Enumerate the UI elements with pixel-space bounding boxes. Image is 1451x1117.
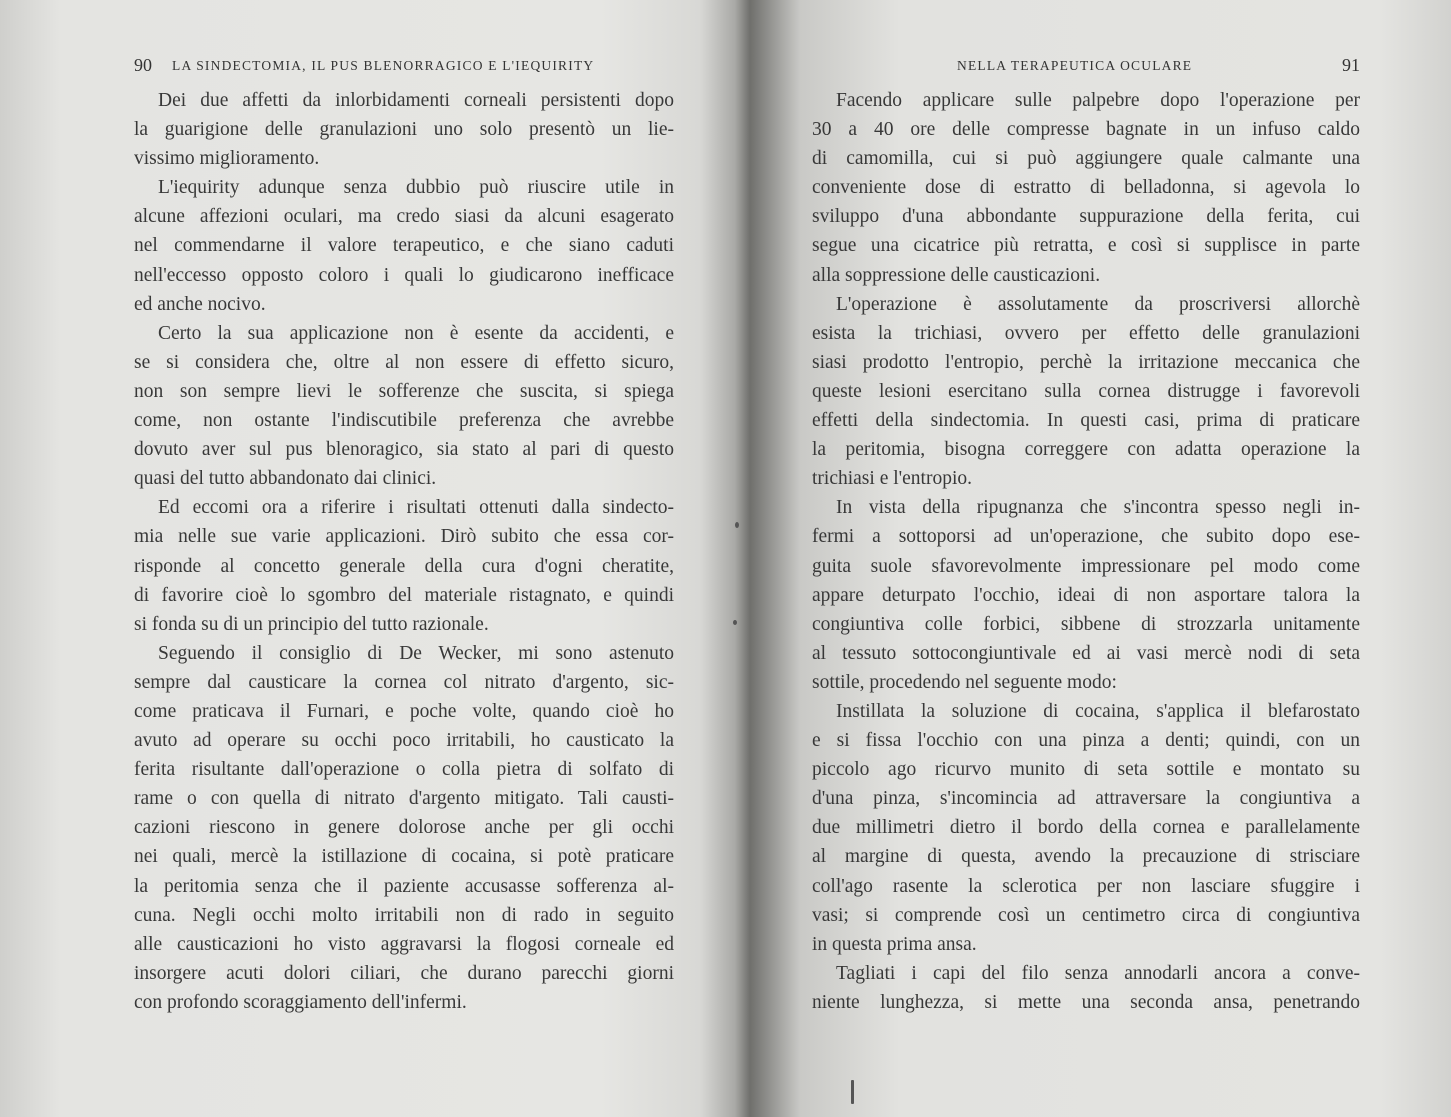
print-speck xyxy=(733,620,737,625)
text-line: L'iequirity adunque senza dubbio può riuscire utile in xyxy=(158,177,674,199)
text-line: alla soppressione delle causticazioni. xyxy=(812,264,1101,286)
text-line: fermi a sottoporsi ad un'operazione, che subito dopo ese- xyxy=(812,526,1360,548)
left-page-text xyxy=(134,86,674,1017)
text-line: con profondo scoraggiamento dell'infermi. xyxy=(134,991,467,1013)
text-line: di camomilla, cui si può aggiungere quale calmante una xyxy=(812,148,1360,170)
right-page xyxy=(745,0,1451,1117)
text-line: in questa prima ansa. xyxy=(812,933,977,955)
text-line: cazioni riescono in genere dolorose anche per gli occhi xyxy=(134,817,674,839)
text-line: la peritomia, bisogna correggere con adatta operazione la xyxy=(812,439,1360,461)
text-line: esista la trichiasi, ovvero per effetto delle granulazioni xyxy=(812,322,1360,344)
text-line: risponde al concetto generale della cura d'ogni cheratite, xyxy=(134,555,674,577)
text-line: non son sempre lievi le sofferenze che suscita, si spiega xyxy=(134,380,674,402)
text-line: congiuntiva colle forbici, sibbene di strozzarla unitamente xyxy=(812,613,1360,635)
text-line: Seguendo il consiglio di De Wecker, mi sono astenuto xyxy=(158,642,674,664)
text-line: guita suole sfavorevolmente impressionare pel modo come xyxy=(812,555,1360,577)
text-line: Dei due affetti da inlorbidamenti corneali persistenti dopo xyxy=(158,90,674,111)
print-speck xyxy=(851,1080,854,1104)
text-line: Certo la sua applicazione non è esente da accidenti, e xyxy=(158,322,674,344)
text-line: 30 a 40 ore delle compresse bagnate in un infuso caldo xyxy=(812,119,1360,141)
text-line: queste lesioni esercitano sulla cornea distrugge i favorevoli xyxy=(812,380,1360,402)
text-line: alcune affezioni oculari, ma credo siasi da alcuni esagerato xyxy=(134,206,674,228)
text-line: sviluppo d'una abbondante suppurazione della ferita, cui xyxy=(812,206,1360,228)
text-line: appare deturpato l'occhio, ideai di non asportare talora la xyxy=(812,584,1360,606)
text-line: Tagliati i capi del filo senza annodarli ancora a conve- xyxy=(836,962,1360,984)
text-line: si fonda su di un principio del tutto razionale. xyxy=(134,613,489,635)
running-head: NELLA TERAPEUTICA OCULARE xyxy=(957,58,1193,73)
text-line: al tessuto sottocongiuntivale ed ai vasi mercè nodi di seta xyxy=(812,642,1360,664)
text-line: la guarigione delle granulazioni uno solo presentò un lie- xyxy=(134,119,674,141)
text-line: insorgere acuti dolori ciliari, che durano parecchi giorni xyxy=(134,962,674,984)
text-line: ed anche nocivo. xyxy=(134,293,266,315)
text-line: mia nelle sue varie applicazioni. Dirò subito che essa cor- xyxy=(134,526,674,548)
text-line: alle causticazioni ho visto aggravarsi la flogosi corneale ed xyxy=(134,933,674,955)
text-line: siasi prodotto l'entropio, perchè la irritazione meccanica che xyxy=(812,351,1360,373)
text-line: nei quali, mercè la istillazione di cocaina, si potè praticare xyxy=(134,846,674,868)
text-line: sempre dal causticare la cornea col nitrato d'argento, sic- xyxy=(134,671,674,693)
text-line: come praticava il Furnari, e poche volte, quando cioè ho xyxy=(134,700,674,722)
text-line: trichiasi e l'entropio. xyxy=(812,468,973,490)
text-line: coll'ago rasente la sclerotica per non lasciare sfuggire i xyxy=(812,875,1360,897)
text-line: la peritomia senza che il paziente accusasse sofferenza al- xyxy=(134,875,674,897)
text-line: quasi del tutto abbandonato dai clinici. xyxy=(134,468,437,490)
text-line: effetti della sindectomia. In questi casi, prima di praticare xyxy=(812,410,1360,432)
right-page-text xyxy=(812,86,1360,1017)
text-line: vissimo miglioramento. xyxy=(134,148,320,170)
text-line: se si considera che, oltre al non essere di effetto sicuro, xyxy=(134,351,674,373)
page-number: 90 xyxy=(134,55,152,75)
text-line: e si fissa l'occhio con una pinza a denti; quindi, con un xyxy=(812,730,1360,752)
running-head: LA SINDECTOMIA, IL PUS BLENORRAGICO E L'IEQUIRITY xyxy=(172,58,595,73)
text-line: al margine di questa, avendo la precauzione di strisciare xyxy=(812,846,1360,868)
text-line: avuto ad operare su occhi poco irritabili, ho causticato la xyxy=(134,730,674,752)
text-line: niente lunghezza, si mette una seconda ansa, penetrando xyxy=(812,991,1360,1013)
text-line: Instillata la soluzione di cocaina, s'applica il blefarostato xyxy=(836,700,1360,722)
text-line: L'operazione è assolutamente da proscriversi allorchè xyxy=(836,293,1360,315)
text-line: vasi; si comprende così un centimetro circa di congiuntiva xyxy=(812,904,1360,926)
text-line: cuna. Negli occhi molto irritabili non di rado in seguito xyxy=(134,904,674,926)
text-line: dovuto aver sul pus blenoragico, sia stato al pari di questo xyxy=(134,439,674,461)
text-line: segue una cicatrice più retratta, e così si supplisce in parte xyxy=(812,235,1360,257)
text-line: d'una pinza, s'incomincia ad attraversare la congiuntiva a xyxy=(812,788,1360,810)
text-line: In vista della ripugnanza che s'incontra spesso negli in- xyxy=(836,497,1360,519)
page-number: 91 xyxy=(1342,55,1360,75)
text-line: come, non ostante l'indiscutibile preferenza che avrebbe xyxy=(134,410,674,432)
text-line: nel commendarne il valore terapeutico, e che siano caduti xyxy=(134,235,674,257)
text-line: conveniente dose di estratto di belladonna, si agevola lo xyxy=(812,177,1360,199)
print-speck xyxy=(735,522,739,528)
text-line: due millimetri dietro il bordo della cornea e parallelamente xyxy=(812,817,1360,839)
text-line: Ed eccomi ora a riferire i risultati ottenuti dalla sindecto- xyxy=(158,497,674,519)
text-line: ferita risultante dall'operazione o colla pietra di solfato di xyxy=(134,759,674,781)
text-line: nell'eccesso opposto coloro i quali lo giudicarono inefficace xyxy=(134,264,674,286)
text-line: di favorire cioè lo sgombro del materiale ristagnato, e quindi xyxy=(134,584,674,606)
text-line: piccolo ago ricurvo munito di seta sottile e montato su xyxy=(812,759,1360,781)
text-line: rame o con quella di nitrato d'argento mitigato. Tali causti- xyxy=(134,788,674,810)
text-line: sottile, procedendo nel seguente modo: xyxy=(812,671,1117,693)
text-line: Facendo applicare sulle palpebre dopo l'operazione per xyxy=(836,90,1360,111)
